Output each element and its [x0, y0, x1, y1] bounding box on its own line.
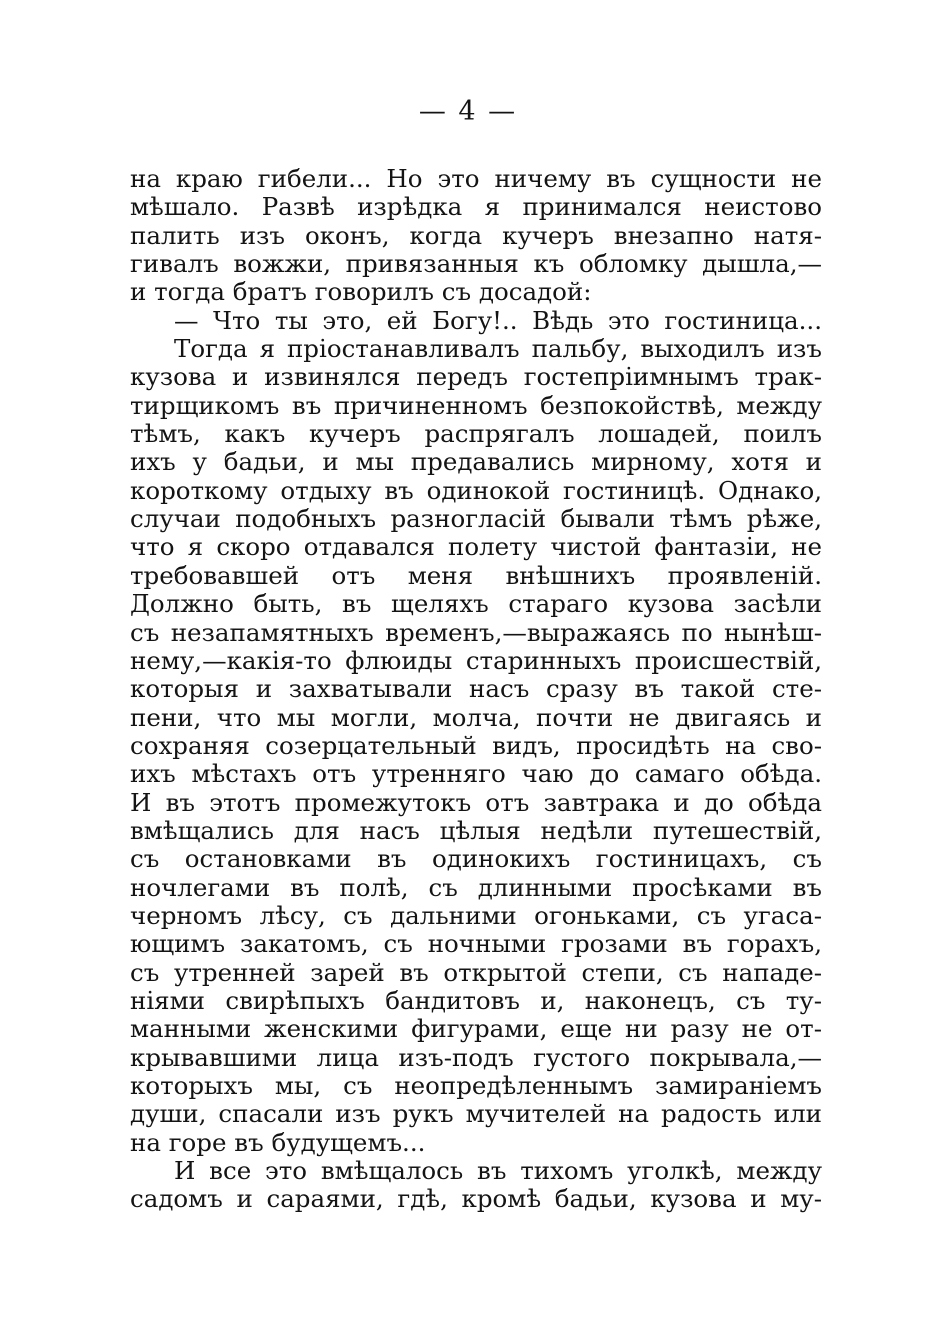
text-line: И все это вмѣщалось въ тихомъ уголкѣ, между — [174, 1156, 822, 1186]
body-text — [130, 165, 822, 1214]
text-line: вмѣщались для насъ цѣлыя недѣли путешествій, — [130, 815, 822, 845]
text-line: случаи подобныхъ разногласій бывали тѣмъ рѣже, — [130, 504, 822, 534]
text-line: ночлегами въ полѣ, съ длинными просѣками въ — [130, 872, 822, 902]
text-line: что я скоро отдавался полету чистой фантазіи, не — [130, 532, 822, 562]
text-line: ихъ у бадьи, и мы предавались мирному, хотя и — [130, 447, 822, 477]
text-line: И въ этотъ промежутокъ отъ завтрака и до обѣда — [130, 787, 822, 817]
text-line: и тогда братъ говорилъ съ досадой: — [130, 277, 592, 307]
text-line: мѣшало. Развѣ изрѣдка я принимался неистово — [130, 192, 822, 222]
text-line: съ незапамятныхъ временъ,—выражаясь по нынѣш- — [130, 617, 822, 647]
text-line: тирщикомъ въ причиненномъ безпокойствѣ, между — [130, 390, 822, 420]
text-line: крывавшими лица изъ-подъ густого покрывала,— — [130, 1042, 822, 1072]
text-line: сохраняя созерцательный видъ, просидѣть на сво- — [130, 730, 822, 760]
text-line: черномъ лѣсу, съ дальними огоньками, съ угаса- — [130, 900, 822, 930]
text-line: требовавшей отъ меня внѣшнихъ проявленій. — [130, 560, 822, 590]
text-line: кузова и извинялся передъ гостепріимнымъ трак- — [130, 362, 822, 392]
text-line: которыя и захватывали насъ сразу въ такой сте- — [130, 674, 822, 704]
page-number: — 4 — — [418, 96, 518, 127]
text-line: ющимъ закатомъ, съ ночными грозами въ горахъ, — [130, 929, 822, 959]
text-line: короткому отдыху въ одинокой гостиницѣ. Однако, — [130, 475, 822, 505]
text-line: Тогда я пріостанавливалъ пальбу, выходилъ изъ — [174, 334, 822, 364]
text-line: садомъ и сараями, гдѣ, кромѣ бадьи, кузова и му- — [130, 1184, 822, 1214]
text-line: Должно быть, въ щеляхъ стараго кузова засѣли — [130, 589, 822, 619]
text-line: съ утренней зарей въ открытой степи, съ нападе- — [130, 957, 822, 987]
text-line: на горе въ будущемъ... — [130, 1127, 426, 1157]
text-line: съ остановками въ одинокихъ гостиницахъ, съ — [130, 844, 822, 874]
text-line: тѣмъ, какъ кучеръ распрягалъ лошадей, поилъ — [130, 419, 822, 449]
text-line: — Что ты это, ей Богу!.. Вѣдь это гостиница... — [174, 305, 822, 335]
text-line: палить изъ оконъ, когда кучеръ внезапно натя- — [130, 220, 822, 250]
text-line: пени, что мы могли, молча, почти не двигаясь и — [130, 702, 822, 732]
text-line: ихъ мѣстахъ отъ утренняго чаю до самаго обѣда. — [130, 759, 822, 789]
text-line: которыхъ мы, съ неопредѣленнымъ замираніемъ — [130, 1071, 822, 1100]
text-line: гивалъ вожжи, привязанныя къ обломку дышла,— — [130, 249, 822, 279]
text-line: ніями свирѣпыхъ бандитовъ и, наконецъ, съ ту- — [130, 985, 822, 1015]
text-line: нему,—какія-то флюиды старинныхъ происшествій, — [130, 645, 822, 675]
text-line: на краю гибели... Но это ничему въ сущности не — [130, 164, 822, 193]
text-line: манными женскими фигурами, еще ни разу не от- — [130, 1014, 822, 1044]
text-line: души, спасали изъ рукъ мучителей на радость или — [130, 1099, 822, 1129]
